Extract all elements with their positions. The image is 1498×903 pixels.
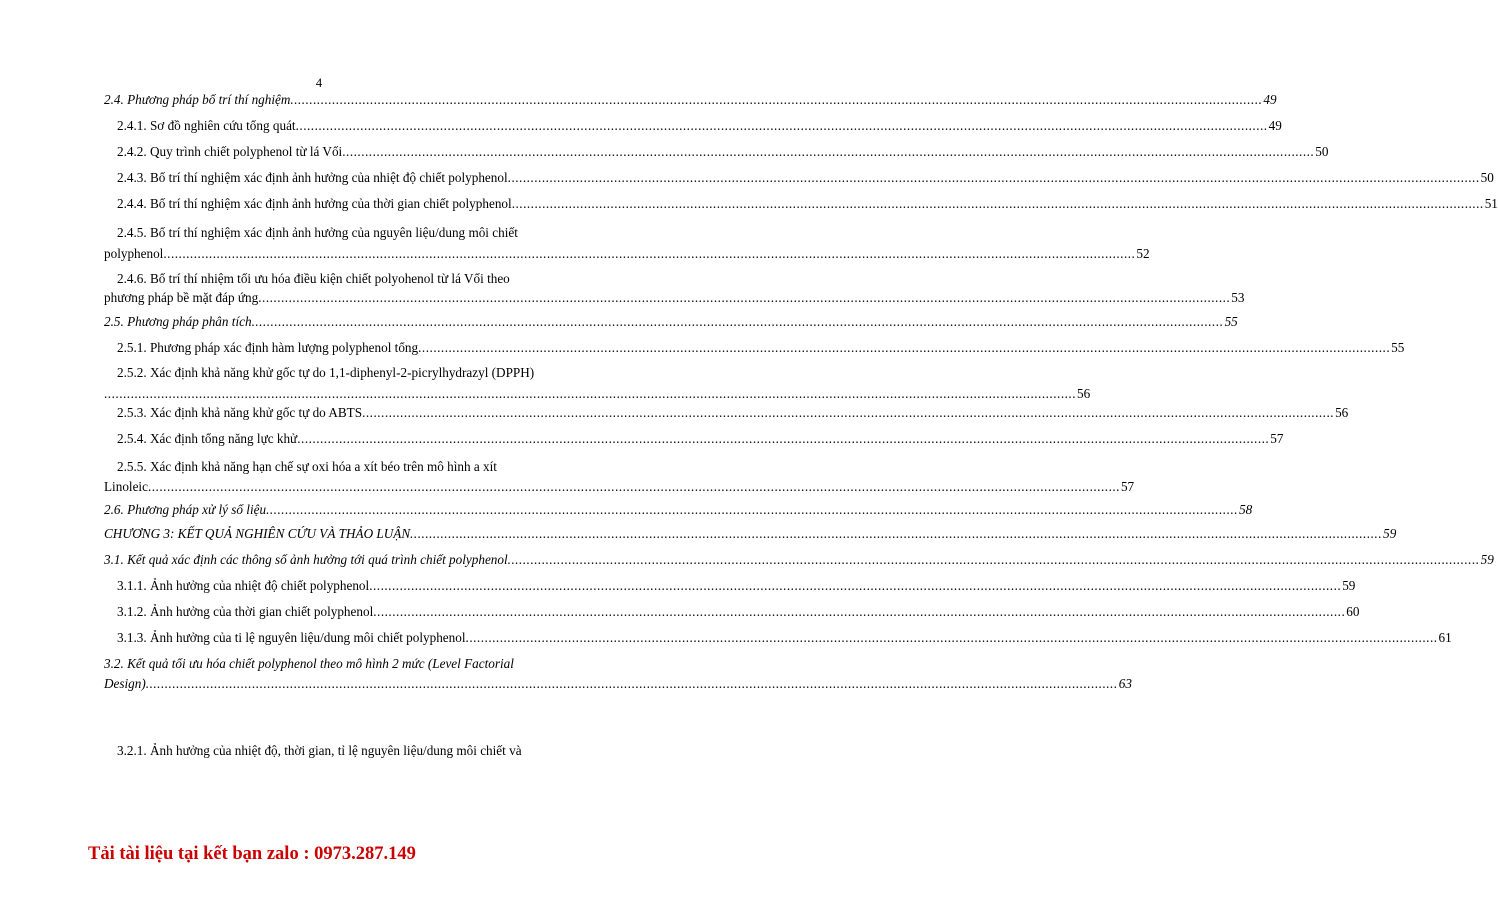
toc-entry-2-5-3[interactable]	[117, 405, 1349, 421]
toc-entry-page: 50	[1315, 144, 1329, 159]
toc-entry-2-5-5[interactable]	[104, 457, 1135, 497]
toc-entry-2-4-2[interactable]	[117, 144, 1329, 160]
toc-entry-2-4-6[interactable]	[104, 269, 1245, 307]
toc-entry-page: 51	[1484, 196, 1498, 211]
toc-entry-title: 2.5.3. Xác định khả năng khử gốc tự do ABTS	[117, 405, 363, 420]
toc-entry-3-1-1[interactable]	[117, 578, 1356, 594]
toc-entry-title: 2.5. Phương pháp phân tích	[104, 314, 252, 329]
footer-promo-text: Tải tài liệu tại kết bạn zalo : 0973.287.149	[88, 844, 416, 864]
toc-entry-title: 2.5.2. Xác định khả năng khử gốc tự do 1,1-diphenyl-2-picrylhydrazyl (DPPH)	[117, 365, 535, 380]
toc-entry-page: 58	[1239, 502, 1253, 517]
toc-entry-title: 2.6. Phương pháp xử lý số liệu	[104, 502, 267, 517]
toc-entry-2-4-1[interactable]	[117, 118, 1282, 134]
toc-entry-title: 3.1. Kết quả xác định các thông số ảnh hưởng tới quá trình chiết polyphenol	[104, 552, 508, 567]
toc-entry-page: 57	[1120, 479, 1135, 494]
toc-entry-title: 3.2.1. Ảnh hưởng của nhiệt độ, thời gian, tỉ lệ nguyên liệu/dung môi chiết và	[117, 743, 522, 758]
toc-entry-title-cont: polyphenol	[104, 246, 164, 261]
toc-entry-3-1-2[interactable]	[117, 604, 1360, 620]
toc-entry-page: 59	[1480, 552, 1494, 567]
toc-entry-2-4-4[interactable]	[117, 196, 1498, 212]
toc-entry-2-5-2[interactable]	[117, 362, 1091, 404]
toc-entry-title: 2.4.1. Sơ đồ nghiên cứu tổng quát	[117, 118, 296, 133]
toc-entry-title-cont: phương pháp bề mặt đáp ứng	[104, 290, 259, 305]
toc-entry-title: 2.5.4. Xác định tổng năng lực khử	[117, 431, 298, 446]
toc-entry-page: 55	[1224, 314, 1238, 329]
toc-entry-title: 3.1.2. Ảnh hưởng của thời gian chiết polyphenol	[117, 604, 374, 619]
toc-entry-page: 56	[1077, 386, 1091, 401]
toc-entry-page: 50	[1480, 170, 1494, 185]
toc-entry-2-4-5[interactable]	[104, 222, 1150, 264]
toc-entry-title: 2.4. Phương pháp bố trí thí nghiệm	[104, 92, 291, 107]
toc-entry-page: 57	[1270, 431, 1284, 446]
toc-entry-2-4[interactable]	[104, 92, 1277, 108]
toc-entry-page: 56	[1335, 405, 1349, 420]
toc-entry-chapter-3[interactable]	[104, 526, 1397, 542]
toc-entry-title: 3.1.3. Ảnh hưởng của ti lệ nguyên liệu/dung môi chiết polyphenol	[117, 630, 466, 645]
toc-entry-3-1[interactable]	[104, 552, 1494, 568]
toc-entry-title: 3.2. Kết quả tối ưu hóa chiết polyphenol theo mô hình 2 mức (Level Factorial	[104, 656, 514, 671]
toc-entry-page: 60	[1346, 604, 1360, 619]
toc-entry-title: 2.4.4. Bố trí thí nghiệm xác định ảnh hưởng của thời gian chiết polyphenol	[117, 196, 512, 211]
toc-entry-3-1-3[interactable]	[117, 630, 1452, 646]
toc-entry-2-4-3[interactable]	[117, 170, 1494, 186]
toc-entry-2-5[interactable]	[104, 314, 1238, 330]
toc-entry-title: 2.4.2. Quy trình chiết polyphenol từ lá Vối	[117, 144, 343, 159]
toc-entry-page: 52	[1136, 246, 1150, 261]
toc-entry-title: 2.4.5. Bố trí thí nghiệm xác định ảnh hưởng của nguyên liệu/dung môi chiết	[117, 225, 518, 240]
toc-entry-page: 59	[1383, 526, 1397, 541]
toc-entry-2-6[interactable]	[104, 502, 1253, 518]
toc-entry-title-cont: Design)	[104, 676, 146, 691]
toc-entry-title-cont: Linoleic	[104, 479, 148, 494]
toc-entry-title: 2.4.3. Bố trí thí nghiệm xác định ảnh hưởng của nhiệt độ chiết polyphenol	[117, 170, 508, 185]
toc-entry-page: 59	[1342, 578, 1356, 593]
page-number: 4	[315, 76, 323, 90]
toc-entry-page: 63	[1118, 676, 1132, 691]
toc-entry-title: 3.1.1. Ảnh hưởng của nhiệt độ chiết polyphenol	[117, 578, 370, 593]
toc-entry-title: 2.5.1. Phương pháp xác định hàm lượng polyphenol tổng	[117, 340, 419, 355]
toc-entry-3-2[interactable]	[104, 654, 1132, 694]
toc-entry-page: 53	[1231, 290, 1245, 305]
toc-entry-2-5-4[interactable]	[117, 431, 1284, 447]
toc-entry-title: 2.5.5. Xác định khả năng hạn chế sự oxi hóa a xít béo trên mô hình a xít	[117, 459, 497, 474]
toc-entry-page: 61	[1438, 630, 1452, 645]
toc-entry-page: 49	[1268, 118, 1282, 133]
toc-entry-title: 2.4.6. Bố trí thí nhiệm tối ưu hóa điều kiện chiết polyohenol từ lá Vối theo	[117, 271, 510, 286]
toc-entry-page: 49	[1263, 92, 1277, 107]
toc-entry-page: 55	[1391, 340, 1405, 355]
toc-entry-title: CHƯƠNG 3: KẾT QUẢ NGHIÊN CỨU VÀ THẢO LUẬN	[104, 526, 411, 541]
toc-entry-2-5-1[interactable]	[117, 340, 1405, 356]
toc-entry-3-2-1[interactable]	[117, 743, 586, 759]
